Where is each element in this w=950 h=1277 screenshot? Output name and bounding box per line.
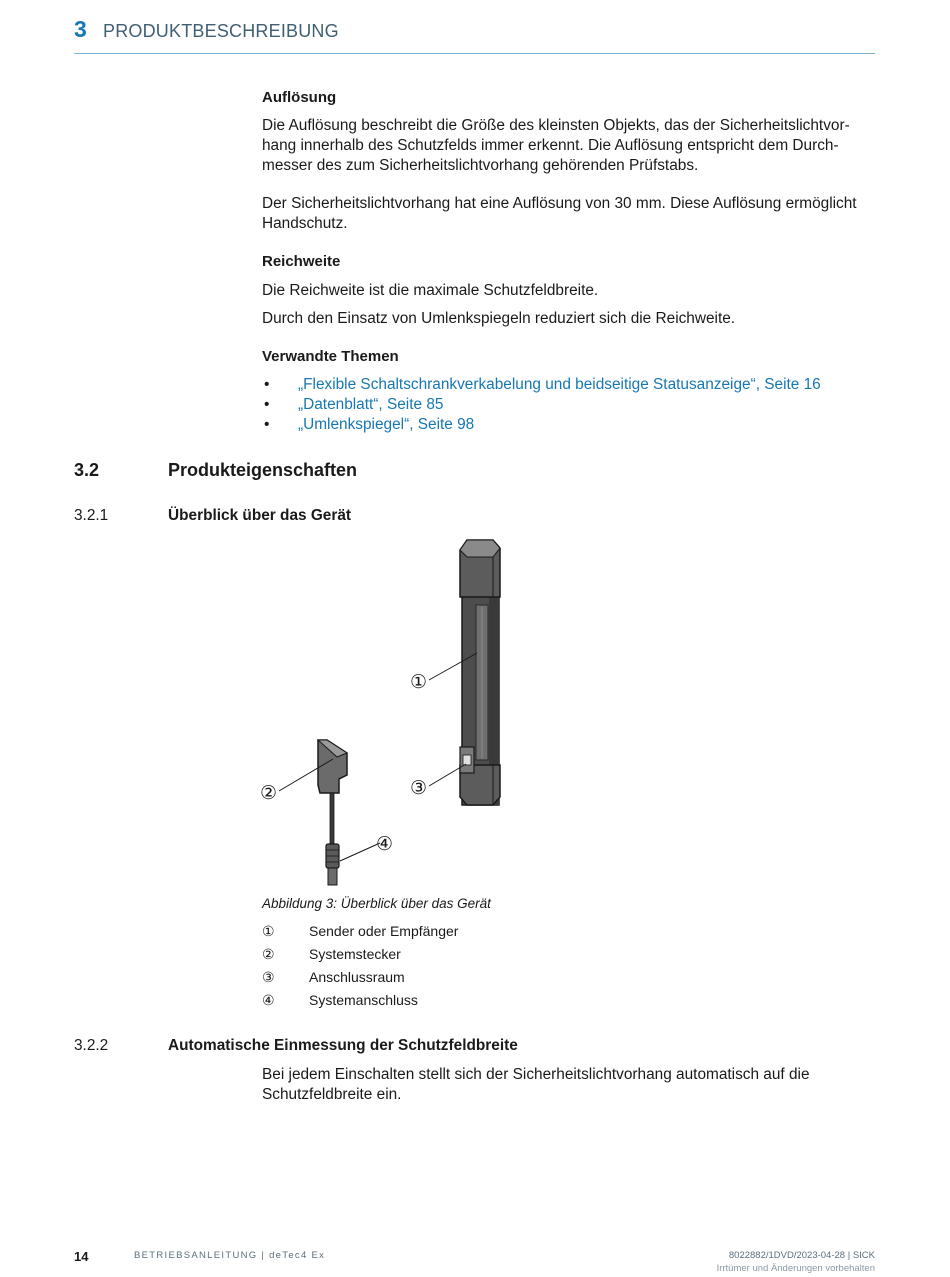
bullet: • [264,396,270,413]
heading-reichweite: Reichweite [262,253,341,270]
related-link-datenblatt[interactable] [262,395,821,415]
legend-number: ① [262,923,275,939]
link-text[interactable]: „Datenblatt“, Seite 85 [298,396,444,413]
system-plug-device [318,740,347,885]
section-number: 3.2 [74,460,100,480]
subsection-number: 3.2.1 [74,507,109,524]
subsection-number: 3.2.2 [74,1037,109,1054]
paragraph-reichweite-2: Durch den Einsatz von Umlenkspiegeln reduziert sich die Reichweite. [262,310,736,327]
callout-2: ② [260,782,278,804]
light-curtain-device [460,540,500,805]
legend-text: Anschlussraum [309,969,405,985]
text-line: Handschutz. [262,215,348,232]
bullet: • [264,416,270,433]
related-link-flexible-schaltschrank[interactable] [262,375,821,395]
legend-number: ④ [262,992,275,1008]
related-topics-list [262,375,821,435]
figure-caption: Abbildung 3: Überblick über das Gerät [262,896,491,911]
subsection-title: Überblick über das Gerät [168,507,352,524]
paragraph-einmessung [262,1065,877,1105]
text-line: Bei jedem Einschalten stellt sich der Sicherheitslichtvorhang automatisch auf die [262,1066,810,1083]
chapter-number: 3 [74,16,87,42]
heading-related-topics: Verwandte Themen [262,348,399,365]
heading-aufloesung: Auflösung [262,89,337,106]
link-text[interactable]: „Flexible Schaltschrankverkabelung und beidseitige Statusanzeige“, Seite 16 [298,376,821,393]
paragraph-aufloesung-2 [262,194,877,234]
cable [330,793,334,845]
footer-document-title: BETRIEBSANLEITUNG | deTec4 Ex [134,1250,326,1261]
text-line: Die Auflösung beschreibt die Größe des kleinsten Objekts, das der Sicherheitslichtvor- [262,117,850,134]
header-rule [74,53,875,54]
legend-number: ② [262,946,275,962]
related-link-umlenkspiegel[interactable] [262,415,821,435]
legend-text: Systemstecker [309,946,401,962]
legend-text: Sender oder Empfänger [309,923,459,939]
subsection-title: Automatische Einmessung der Schutzfeldbreite [168,1037,518,1054]
paragraph-reichweite-1: Die Reichweite ist die maximale Schutzfeldbreite. [262,282,599,299]
callout-3: ③ [410,777,428,799]
legend-text: Systemanschluss [309,992,418,1008]
paragraph-aufloesung-1 [262,116,877,176]
legend-number: ③ [262,969,275,985]
page-number: 14 [74,1249,89,1264]
footer-document-id: 8022882/1DVD/2023-04-28 | SICK [728,1250,875,1261]
text-line: messer des zum Sicherheitslichtvorhang gehörenden Prüfstabs. [262,157,699,174]
section-title: Produkteigenschaften [168,460,358,480]
text-line: Der Sicherheitslichtvorhang hat eine Auflösung von 30 mm. Diese Auflösung ermöglicht [262,195,857,212]
callout-leader-4 [340,843,380,861]
chapter-title: PRODUKTBESCHREIBUNG [103,21,339,41]
callout-1: ① [410,671,428,693]
device-overview-figure [255,535,525,890]
footer-disclaimer: Irrtümer und Änderungen vorbehalten [716,1263,875,1274]
callout-4: ④ [376,833,394,855]
bullet: • [264,376,270,393]
link-text[interactable]: „Umlenkspiegel“, Seite 98 [298,416,475,433]
text-line: Schutzfeldbreite ein. [262,1086,402,1103]
text-line: hang innerhalb des Schutzfelds immer erkennt. Die Auflösung entspricht dem Durch- [262,137,839,154]
